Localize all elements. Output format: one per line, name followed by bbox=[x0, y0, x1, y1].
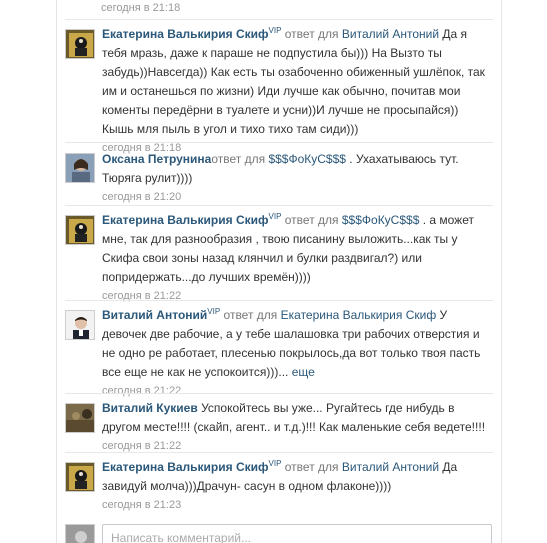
comment-body bbox=[102, 306, 492, 400]
comment-author-link[interactable]: Екатерина Валькирия Скиф bbox=[102, 213, 269, 227]
avatar[interactable] bbox=[65, 462, 95, 492]
comment-body bbox=[102, 399, 492, 455]
comment-author-link[interactable]: Екатерина Валькирия Скиф bbox=[102, 460, 269, 474]
reply-target-link[interactable]: $$$ФоКуС$$$ bbox=[341, 213, 420, 227]
avatar[interactable] bbox=[65, 29, 95, 59]
reply-target-link[interactable]: $$$ФоКуС$$$ bbox=[268, 152, 346, 166]
comment-timestamp[interactable]: сегодня в 21:22 bbox=[102, 440, 182, 452]
comment-text: У девочек две рабочие, а у тебе шалашовка три рабочих отверстия и не одно ре работает, плесенью покрылось,да вот только твоя пасть все еще не как не успокоится)))... bbox=[102, 308, 481, 379]
comment-item bbox=[65, 19, 493, 154]
comment-item bbox=[65, 393, 493, 452]
comment-item bbox=[65, 452, 493, 517]
comment-author-link[interactable]: Виталий Кукиев bbox=[102, 401, 198, 415]
reply-prefix: ответ для bbox=[284, 213, 339, 227]
comment-timestamp[interactable]: сегодня в 21:22 bbox=[102, 385, 182, 397]
comment-text: Да я тебя мразь, даже к параше не подпустила бы))) На Вызто ты забудь))Навсегда)) Как есть ты озабоченно обиженный ушлёпок, так им и останешься по жизни) Иди лучше как обычно, почитав мои коменты передёрни в туалете и усни))И лучше не просыпайся)) Кышь мля пыль в угол и тихо тихо там сиди))) bbox=[102, 27, 485, 136]
comment-body bbox=[102, 458, 492, 514]
comment-item bbox=[65, 205, 493, 300]
reply-target-link[interactable]: Екатерина Валькирия Скиф bbox=[280, 308, 437, 322]
avatar[interactable] bbox=[65, 153, 95, 183]
comment-item bbox=[65, 300, 493, 397]
vip-badge: VIP bbox=[268, 459, 282, 468]
comment-input[interactable] bbox=[102, 524, 492, 543]
comment-text: . Ухахатываюсь тут. Тюряга рулит)))) bbox=[102, 152, 459, 185]
reply-target-link[interactable]: Виталий Антоний bbox=[341, 460, 440, 474]
comment-body bbox=[102, 211, 492, 305]
comment-author-link[interactable]: Оксана Петрунина bbox=[102, 152, 212, 166]
reply-target-link[interactable]: Виталий Антоний bbox=[341, 27, 440, 41]
comment-author-link[interactable]: Екатерина Валькирия Скиф bbox=[102, 27, 269, 41]
comment-timestamp[interactable]: сегодня в 21:20 bbox=[102, 191, 182, 203]
previous-comment-timestamp: сегодня в 21:18 bbox=[101, 2, 181, 14]
comment-timestamp[interactable]: сегодня в 21:18 bbox=[102, 142, 182, 154]
avatar[interactable] bbox=[65, 403, 95, 433]
avatar[interactable] bbox=[65, 310, 95, 340]
comment-feed bbox=[56, 0, 502, 543]
vip-badge: VIP bbox=[268, 212, 282, 221]
show-more-link[interactable]: еще bbox=[291, 365, 315, 379]
comment-timestamp[interactable]: сегодня в 21:23 bbox=[102, 499, 182, 511]
reply-prefix: ответ для bbox=[211, 152, 266, 166]
comment-text: Успокойтесь вы уже... Ругайтесь где нибудь в другом месте!!!! (скайп, агент.. и т.д.)!!! Как маленькие себя ведете!!!! bbox=[102, 401, 486, 434]
comment-text: Да завидуй молча)))Драчун- сасун в одном флаконе)))) bbox=[102, 460, 458, 493]
avatar[interactable] bbox=[65, 215, 95, 245]
comment-author-link[interactable]: Виталий Антоний bbox=[102, 308, 208, 322]
reply-prefix: ответ для bbox=[223, 308, 278, 322]
current-user-avatar bbox=[65, 524, 95, 543]
comment-body bbox=[102, 25, 492, 157]
vip-badge: VIP bbox=[207, 307, 221, 316]
comment-text: . а может мне, так для разнообразия , твою писанину выложить...как ты у Скифа свои зоны назад клянчил и булки раздвигал?) или попридержать...до лучших времён)))) bbox=[102, 213, 474, 284]
reply-prefix: ответ для bbox=[284, 27, 339, 41]
comment-timestamp[interactable]: сегодня в 21:22 bbox=[102, 290, 182, 302]
reply-prefix: ответ для bbox=[284, 460, 339, 474]
comment-item bbox=[65, 142, 493, 205]
comment-body bbox=[102, 150, 492, 206]
comment-compose bbox=[65, 521, 493, 543]
vip-badge: VIP bbox=[268, 26, 282, 35]
